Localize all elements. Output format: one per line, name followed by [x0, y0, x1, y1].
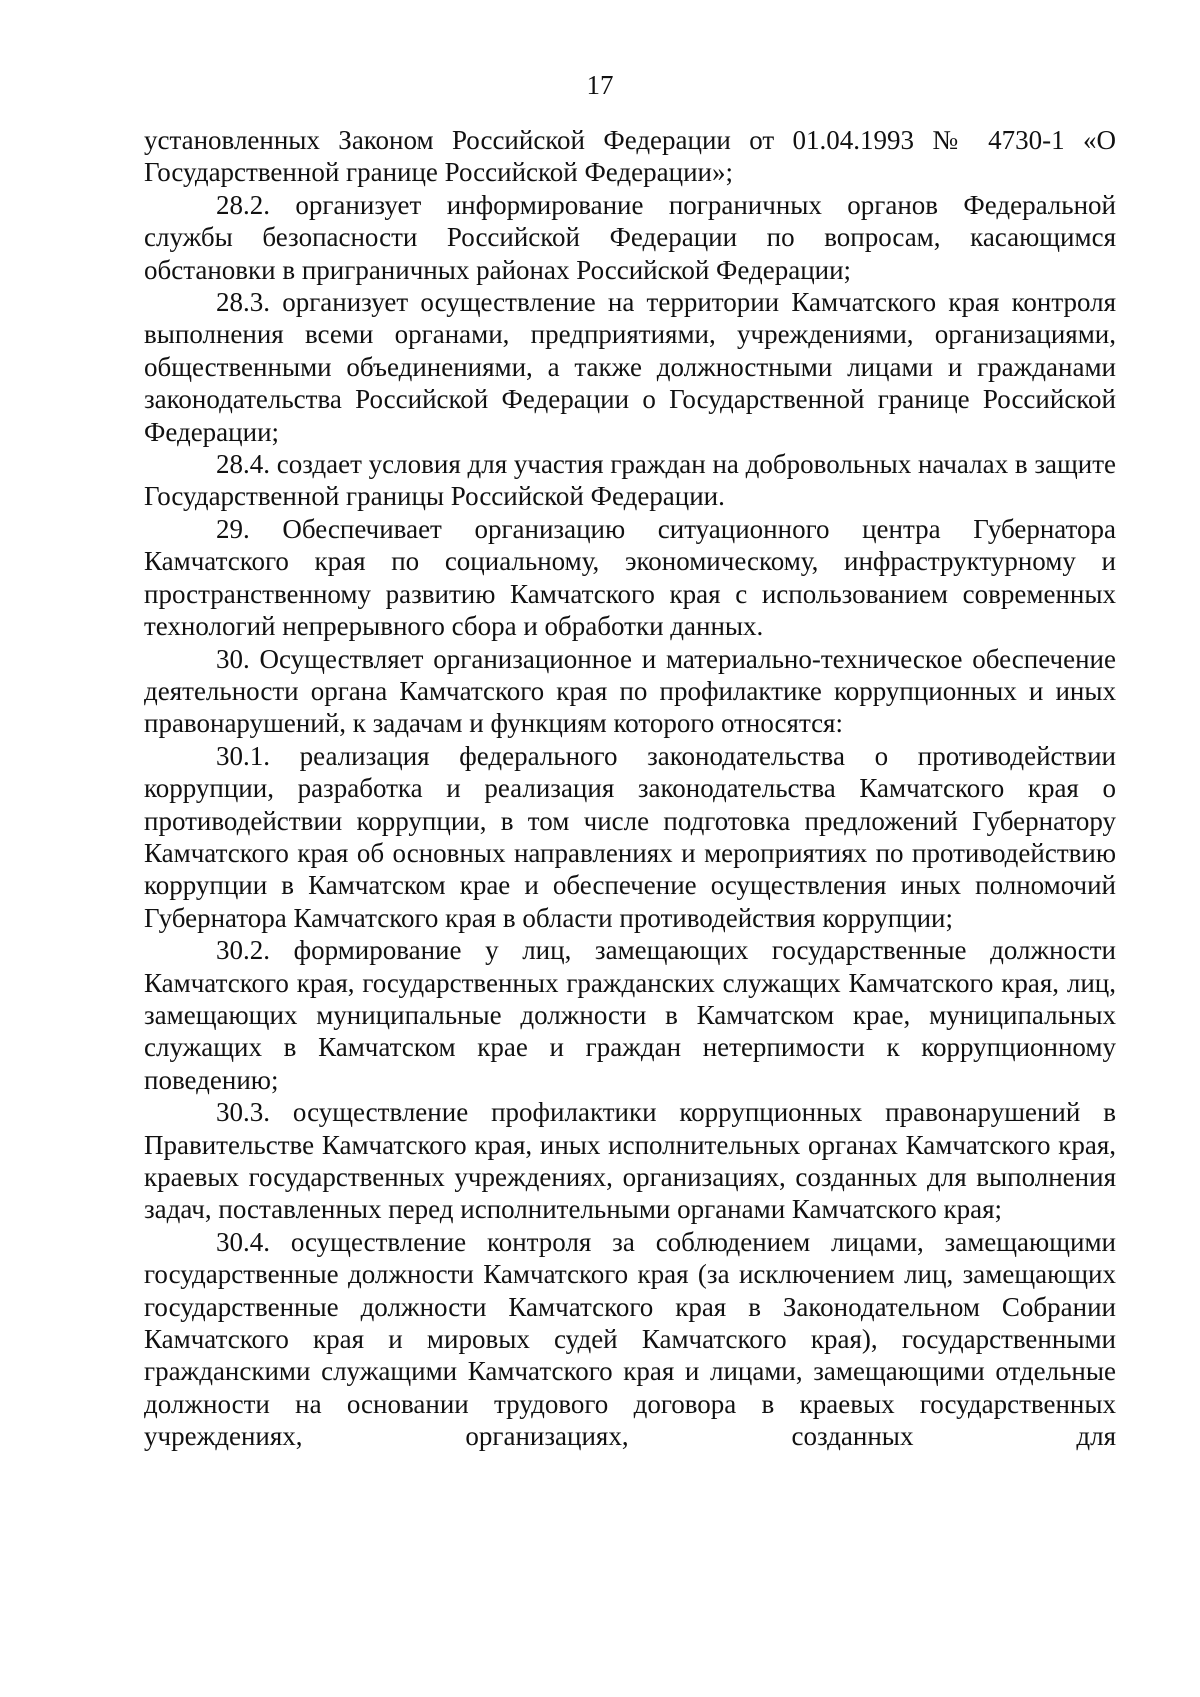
paragraph-29: 29. Обеспечивает организацию ситуационного центра Губернатора Камчатского края по социальному, экономическому, инфраструктурному и пространственному развитию Камчатского края с использованием современных технологий непрерывного сбора и обработки данных.: [144, 513, 1116, 642]
paragraph-30-1: 30.1. реализация федерального законодательства о противодействии коррупции, разработка и реализация законодательства Камчатского края о противодействии коррупции, в том числе подготовка предложений Губернатору Камчатского края об основных направлениях и мероприятиях по противодействию коррупции в Камчатском крае и обеспечение осуществления иных полномочий Губернатора Камчатского края в области противодействия коррупции;: [144, 740, 1116, 933]
page-number: 17: [586, 70, 614, 100]
paragraph-30-3: 30.3. осуществление профилактики коррупционных правонарушений в Правительстве Камчатского края, иных исполнительных органах Камчатского края, краевых государственных учреждениях, организациях, созданных для выполнения задач, поставленных перед исполнительными органами Камчатского края;: [144, 1097, 1116, 1225]
paragraph-28-2: 28.2. организует информирование пограничных органов Федеральной службы безопасности Российской Федерации по вопросам, касающимся обстановки в приграничных районах Российской Федерации;: [144, 189, 1116, 285]
paragraph-28-4: 28.4. создает условия для участия граждан на добровольных началах в защите Государственной границы Российской Федерации.: [144, 449, 1116, 512]
paragraph-30-2: 30.2. формирование у лиц, замещающих государственные должности Камчатского края, государственных гражданских служащих Камчатского края, лиц, замещающих муниципальные должности в Камчатском крае, муниципальных служащих в Камчатском крае и граждан нетерпимости к коррупционному поведению;: [144, 935, 1116, 1095]
paragraph-continuation: установленных Законом Российской Федерации от 01.04.1993 № 4730-1 «О Государственной границе Российской Федерации»;: [144, 125, 1116, 188]
paragraph-30-4: 30.4. осуществление контроля за соблюдением лицами, замещающими государственные должности Камчатского края (за исключением лиц, замещающих государственные должности Камчатского края в Законодательном Собрании Камчатского края и мировых судей Камчатского края), государственными гражданскими служащими Камчатского края и лицами, замещающими отдельные должности на основании трудового договора в краевых государственных учреждениях, организациях, созданных для: [144, 1226, 1116, 1452]
paragraph-28-3: 28.3. организует осуществление на территории Камчатского края контроля выполнения всеми органами, предприятиями, учреждениями, организациями, общественными объединениями, а также должностными лицами и гражданами законодательства Российской Федерации о Государственной границе Российской Федерации;: [144, 287, 1116, 447]
document-body: [144, 124, 1116, 1453]
paragraph-30: 30. Осуществляет организационное и материально-техническое обеспечение деятельности органа Камчатского края по профилактике коррупционных и иных правонарушений, к задачам и функциям которого относятся:: [144, 643, 1116, 739]
